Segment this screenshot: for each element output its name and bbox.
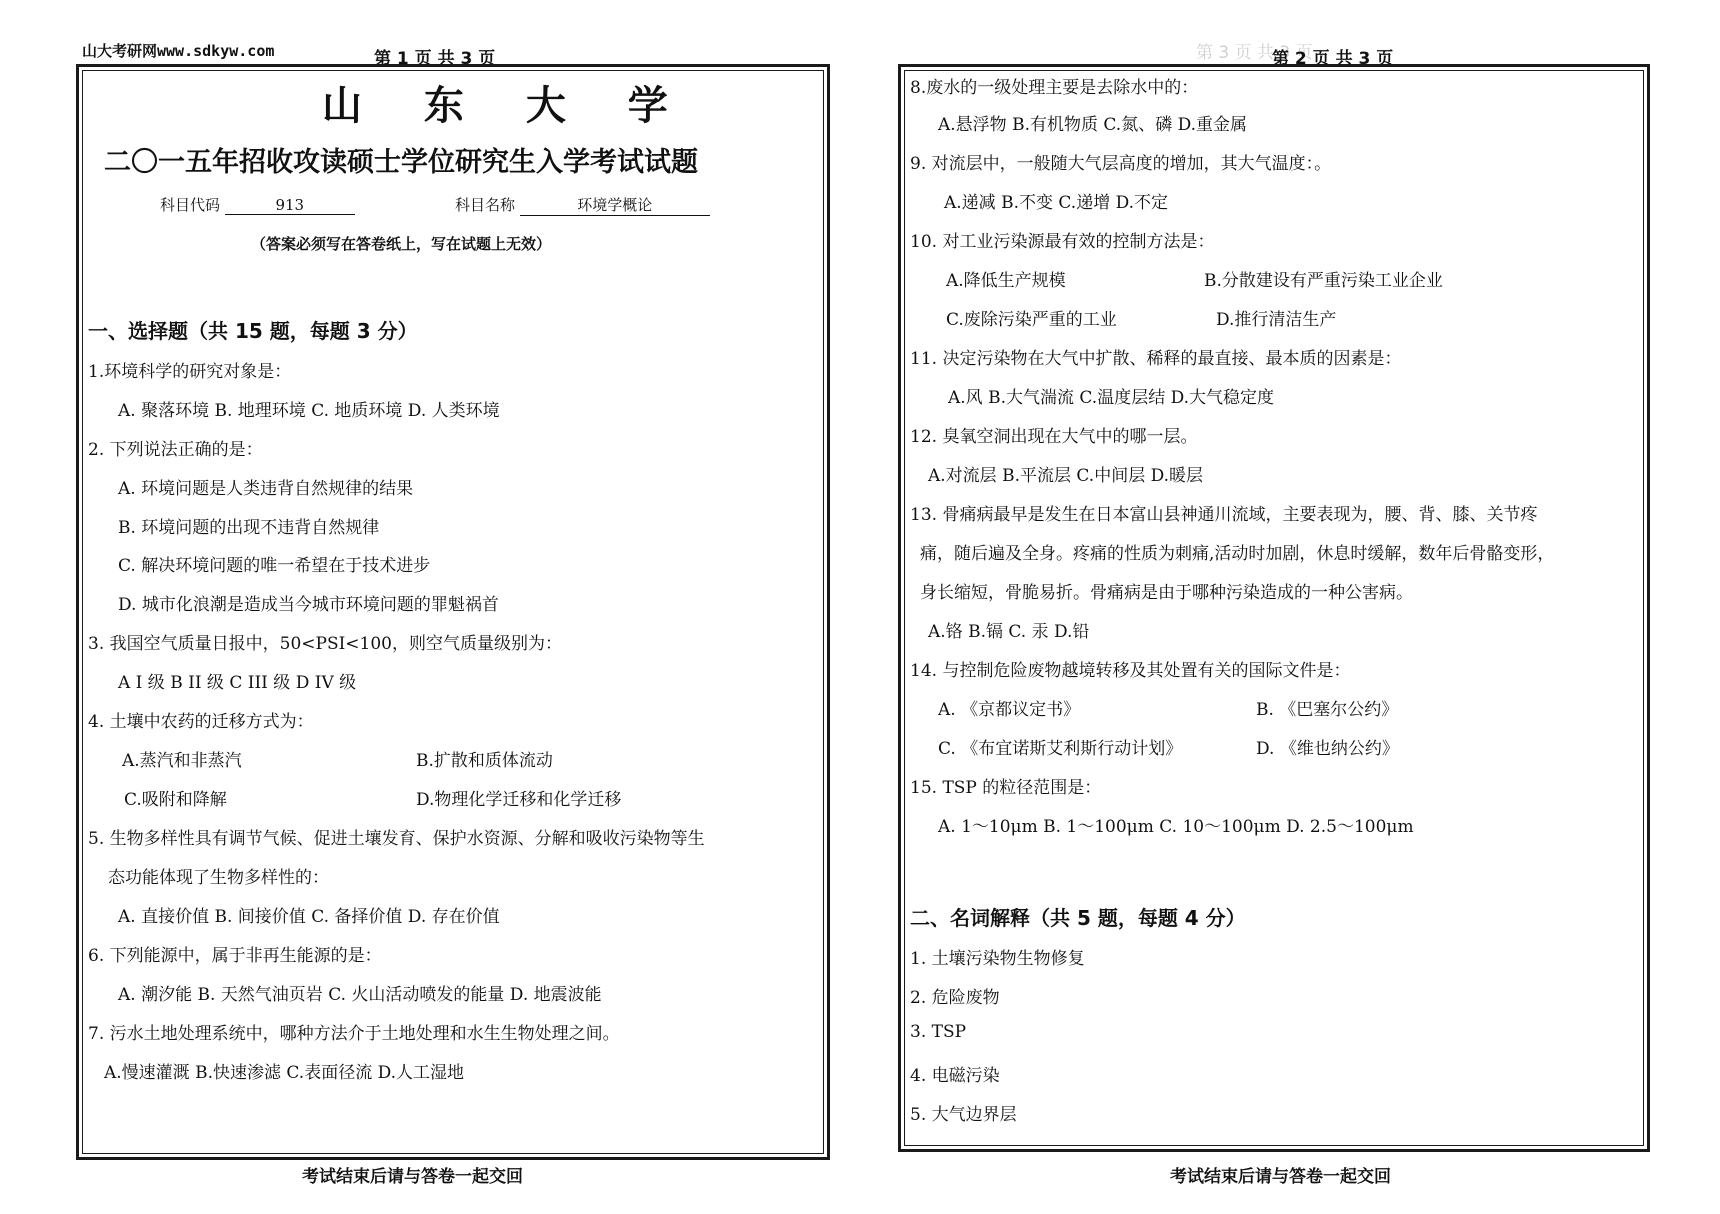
right-line: B.分散建设有严重污染工业企业 <box>1204 271 1443 291</box>
left-line: A. 直接价值 B. 间接价值 C. 备择价值 D. 存在价值 <box>118 907 500 927</box>
left-line: 3. 我国空气质量日报中，50<PSI<100，则空气质量级别为： <box>88 634 562 654</box>
left-line: D.物理化学迁移和化学迁移 <box>416 790 622 810</box>
right-line: 8.废水的一级处理主要是去除水中的： <box>910 78 1199 98</box>
right-line: 11. 决定污染物在大气中扩散、稀释的最直接、最本质的因素是： <box>910 349 1402 369</box>
right-line: A. 《京都议定书》 <box>938 700 1081 720</box>
term-item: 4. 电磁污染 <box>910 1066 1000 1086</box>
university-title: 山 东 大 学 <box>322 83 692 129</box>
section-terms-title: 二、名词解释（共 5 题，每题 4 分） <box>910 906 1246 930</box>
right-line: 15. TSP 的粒径范围是： <box>910 778 1102 798</box>
left-line: B. 环境问题的出现不违背自然规律 <box>118 518 380 538</box>
right-line: C. 《布宜诺斯艾利斯行动计划》 <box>938 739 1183 759</box>
left-line: 7. 污水土地处理系统中，哪种方法介于土地处理和水生生物处理之间。 <box>88 1024 620 1044</box>
left-line: 态功能体现了生物多样性的： <box>108 868 329 888</box>
subject-name-row <box>455 194 710 216</box>
right-line: A. 1～10μm B. 1～100μm C. 10～100μm D. 2.5～100μm <box>938 817 1414 837</box>
right-line: 身长缩短，骨脆易折。骨痛病是由于哪种污染造成的一种公害病。 <box>920 583 1413 603</box>
right-line: A.递减 B.不变 C.递增 D.不定 <box>944 193 1169 213</box>
right-line: A.铬 B.镉 C. 汞 D.铅 <box>928 622 1090 642</box>
page-number-left: 第 1 页 共 3 页 <box>374 49 496 69</box>
right-line: 14. 与控制危险废物越境转移及其处置有关的国际文件是： <box>910 661 1351 681</box>
right-line: D. 《维也纳公约》 <box>1256 739 1399 759</box>
right-line: A.悬浮物 B.有机物质 C.氮、磷 D.重金属 <box>938 115 1248 135</box>
left-line: 2. 下列说法正确的是： <box>88 440 263 460</box>
subject-name-value: 环境学概论 <box>520 194 710 216</box>
left-line: C. 解决环境问题的唯一希望在于技术进步 <box>118 556 431 576</box>
footer-left: 考试结束后请与答卷一起交回 <box>302 1167 523 1187</box>
left-line: A. 聚落环境 B. 地理环境 C. 地质环境 D. 人类环境 <box>118 401 500 421</box>
answer-note: （答案必须写在答卷纸上，写在试题上无效） <box>251 235 552 253</box>
right-line: B. 《巴塞尔公约》 <box>1256 700 1399 720</box>
page-number-right: 第 2 页 共 3 页 <box>1272 49 1394 69</box>
left-line: B.扩散和质体流动 <box>416 751 553 771</box>
left-line: D. 城市化浪潮是造成当今城市环境问题的罪魁祸首 <box>118 595 499 615</box>
left-line: A. 潮汐能 B. 天然气油页岩 C. 火山活动喷发的能量 D. 地震波能 <box>118 985 602 1005</box>
term-item: 3. TSP <box>910 1022 967 1042</box>
left-line: A I 级 B II 级 C III 级 D IV 级 <box>118 673 357 693</box>
right-line: A.降低生产规模 <box>946 271 1066 291</box>
footer-right: 考试结束后请与答卷一起交回 <box>1170 1167 1391 1187</box>
term-item: 2. 危险废物 <box>910 988 1000 1008</box>
left-line: 4. 土壤中农药的迁移方式为： <box>88 712 314 732</box>
right-line: 9. 对流层中，一般随大气层高度的增加，其大气温度：。 <box>910 154 1332 174</box>
left-line: A. 环境问题是人类违背自然规律的结果 <box>118 479 414 499</box>
right-line: A.对流层 B.平流层 C.中间层 D.暖层 <box>928 466 1204 486</box>
left-line: A.蒸汽和非蒸汽 <box>122 751 242 771</box>
left-line: 6. 下列能源中，属于非再生能源的是： <box>88 946 382 966</box>
right-line: 12. 臭氧空洞出现在大气中的哪一层。 <box>910 427 1198 447</box>
right-line: 痛，随后遍及全身。疼痛的性质为刺痛,活动时加剧，休息时缓解，数年后骨骼变形， <box>920 544 1555 564</box>
right-line: A.风 B.大气湍流 C.温度层结 D.大气稳定度 <box>948 388 1275 408</box>
subject-code-value: 913 <box>225 196 355 215</box>
left-line: A.慢速灌溉 B.快速渗滤 C.表面径流 D.人工湿地 <box>104 1063 465 1083</box>
subject-code-label: 科目代码 <box>160 196 221 214</box>
term-item: 5. 大气边界层 <box>910 1105 1017 1125</box>
left-line: 1.环境科学的研究对象是： <box>88 362 292 382</box>
exam-title: 二〇一五年招收攻读硕士学位研究生入学考试试题 <box>104 147 698 178</box>
bleed-through-page-number: 第 3 页 共 3 页 <box>1196 43 1313 63</box>
section-choice-title: 一、选择题（共 15 题，每题 3 分） <box>88 319 418 343</box>
right-line: 13. 骨痛病最早是发生在日本富山县神通川流域，主要表现为，腰、背、膝、关节疼 <box>910 505 1538 525</box>
right-line: D.推行清洁生产 <box>1216 310 1337 330</box>
subject-code-row <box>160 194 355 215</box>
site-watermark: 山大考研网www.sdkyw.com <box>82 42 275 60</box>
right-line: C.废除污染严重的工业 <box>946 310 1117 330</box>
subject-name-label: 科目名称 <box>455 196 516 214</box>
left-line: C.吸附和降解 <box>124 790 227 810</box>
left-line: 5. 生物多样性具有调节气候、促进土壤发育、保护水资源、分解和吸收污染物等生 <box>88 829 705 849</box>
right-line: 10. 对工业污染源最有效的控制方法是： <box>910 232 1215 252</box>
term-item: 1. 土壤污染物生物修复 <box>910 949 1085 969</box>
